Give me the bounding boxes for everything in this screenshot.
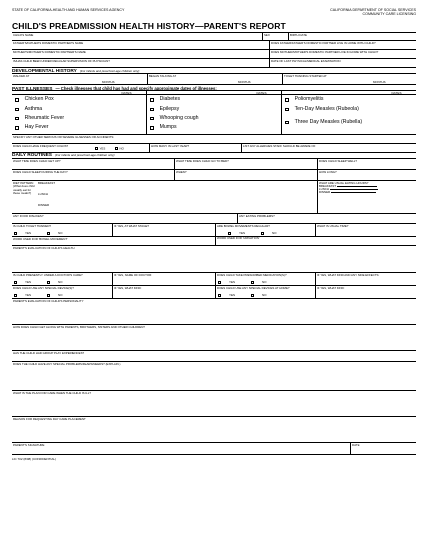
birth-date-field[interactable]: BIRTH DATE <box>288 33 416 40</box>
word-bowel-field[interactable]: WORD USED FOR 'BOWEL MOVEMENT' <box>13 237 68 241</box>
toilet-trained-field[interactable]: IS CHILD TOILET TRAINED? YES NO <box>13 224 63 236</box>
form-number: LIC 702 (8/08) (CONFIDENTIAL) <box>12 456 57 461</box>
usual-time-field[interactable]: WHAT IS USUAL TIME? <box>315 224 416 236</box>
toilet-training-field[interactable]: TOILET TRAINING STARTED AT MONTHS <box>282 74 416 84</box>
illness-poliomyelitis[interactable]: Poliomyelitis <box>285 97 414 104</box>
walked-at-field[interactable]: WALKED AT MONTHS <box>13 74 115 84</box>
word-urination-field[interactable]: WORD USED FOR 'URINATION' <box>215 237 416 245</box>
form-header <box>12 8 416 16</box>
father-name-field[interactable]: FATHER'S/FATHER'S DOMESTIC PARTNER'S NAME <box>13 41 84 45</box>
mother-name-field[interactable]: MOTHER'S/MOTHER'S DOMESTIC PARTNER'S NAME <box>13 50 86 54</box>
illness-column-2: DATES Diabetes Epilepsy Whooping cough Mumps <box>146 91 281 134</box>
parent-signature-field[interactable]: PARENT'S SIGNATURE <box>13 443 45 447</box>
illness-rheumatic-fever[interactable]: Rheumatic Fever <box>15 116 144 123</box>
parent-eval-personality-field[interactable]: PARENT'S EVALUATION OF CHILD'S PERSONALITY <box>13 299 84 303</box>
eating-problems-field[interactable]: ANY EATING PROBLEMS? <box>237 214 416 223</box>
side-effects-field[interactable]: IF YES, WHAT KIND AND ANY SIDE EFFECTS: <box>315 273 416 285</box>
father-lives-field[interactable]: DOES FATHER/FATHER'S DOMESTIC PARTNER LIVE IN HOME WITH CHILD? <box>269 41 416 49</box>
diet-pattern-field[interactable]: DIET PATTERN (What does child usually eat for these meals?) BREAKFAST LUNCH DINNER <box>13 181 56 208</box>
doctor-care-field[interactable]: IS CHILD PRESENTLY UNDER A DOCTOR'S CARE? YES NO <box>13 273 83 285</box>
devices-home-field[interactable]: DOES CHILD USE ANY SPECIAL DEVICES AT HOME? YES NO <box>215 286 315 298</box>
department-name: CALIFORNIA DEPARTMENT OF SOCIAL SERVICES COMMUNITY CARE LICENSING <box>330 8 416 17</box>
illness-checklist <box>12 90 416 134</box>
home-device-kind-field[interactable]: IF YES, WHAT KIND: <box>315 286 416 298</box>
placement-reason-field[interactable]: REASON FOR REQUESTING DAY CARE PLACEMENT <box>13 417 86 421</box>
food-dislikes-field[interactable]: ANY FOOD DISLIKES? <box>13 214 44 218</box>
day-sleep-field[interactable]: DOES CHILD SLEEP DURING THE DAY? <box>13 170 68 174</box>
get-along-field[interactable]: HOW DOES CHILD GET ALONG WITH PARENTS, BROTHERS, SISTERS AND OTHER CHILDREN? <box>13 325 145 329</box>
bed-time-field[interactable]: WHAT TIME DOES CHILD GO TO BED? <box>174 159 317 169</box>
illness-ten-day-measles[interactable]: Ten-Day Measles (Rubeola) <box>285 107 414 118</box>
illness-three-day-measles[interactable]: Three Day Measles (Rubella) <box>285 120 414 131</box>
frequent-colds-field[interactable]: DOES CHILD HAVE FREQUENT COLDS? YES NO <box>13 144 124 151</box>
mother-lives-field[interactable]: DOES MOTHER/MOTHER'S DOMESTIC PARTNER LIVE IN HOME WITH CHILD? <box>269 50 416 58</box>
past-illnesses-heading: PAST ILLNESSES — Check illnesses that child has had and specify approximate dates of illnesses: <box>12 84 416 90</box>
illness-column-1: DATES Chicken Pox Asthma Rheumatic Fever Hay Fever <box>12 91 146 134</box>
colds-count-field[interactable]: HOW MANY IN LAST YEAR? <box>149 144 241 152</box>
illness-whooping-cough[interactable]: Whooping cough <box>150 116 279 123</box>
get-up-time-field[interactable]: WHAT TIME DOES CHILD GET UP? <box>13 159 61 163</box>
plan-when-ill-field[interactable]: WHAT IS THE PLAN FOR CARE WHEN THE CHILD IS ILL? <box>13 391 92 395</box>
special-devices-field[interactable]: DOES CHILD USE ANY SPECIAL DEVICE(S)? YES NO <box>13 286 74 298</box>
sex-field[interactable]: SEX <box>262 33 288 40</box>
medication-field[interactable]: DOES CHILD TAKE PRESCRIBED MEDICATION(S)? YES NO <box>215 273 315 285</box>
illness-chicken-pox[interactable]: Chicken Pox <box>15 97 144 104</box>
illness-hay-fever[interactable]: Hay Fever <box>15 125 144 132</box>
illness-epilepsy[interactable]: Epilepsy <box>150 107 279 114</box>
began-talking-field[interactable]: BEGAN TALKING AT MONTHS <box>147 74 282 84</box>
group-play-field[interactable]: HAS THE CHILD HAD GROUP PLAY EXPERIENCES? <box>13 351 85 355</box>
physician-field[interactable]: IS/HAS CHILD BEEN UNDER REGULAR SUPERVISION OF PHYSICIAN? <box>13 59 110 63</box>
child-name-field[interactable]: CHILD'S NAME <box>13 33 34 37</box>
bowel-regular-field[interactable]: ARE BOWEL MOVEMENTS REGULAR? YES NO <box>215 224 315 236</box>
toilet-stage-field[interactable]: IF YES, AT WHAT STAGE? <box>112 224 215 236</box>
agency-name: STATE OF CALIFORNIA-HEALTH AND HUMAN SERVICES AGENCY <box>12 8 125 12</box>
sleep-well-field[interactable]: DOES CHILD SLEEP WELL? <box>317 159 416 169</box>
eating-hours-field[interactable]: WHAT ARE USUAL EATING HOURS? BREAKFAST LUNCH DINNER <box>317 181 416 213</box>
developmental-history-heading: DEVELOPMENTAL HISTORY (For infants and preschool-age children only) <box>12 67 416 73</box>
day-sleep-when-field[interactable]: WHEN? <box>174 170 317 180</box>
illness-asthma[interactable]: Asthma <box>15 107 144 114</box>
illness-mumps[interactable]: Mumps <box>150 125 279 132</box>
form-page <box>12 8 416 548</box>
serious-illnesses-field[interactable]: SPECIFY ANY OTHER SERIOUS OR SEVERE ILLNESSES OR ACCIDENTS: <box>13 135 115 139</box>
doctor-name-field[interactable]: IF YES, NAME OF DOCTOR: <box>112 273 215 285</box>
special-problems-field[interactable]: DOES THE CHILD HAVE ANY SPECIAL PROBLEMS/FEARS/NEEDS? (EXPLAIN.) <box>13 362 121 366</box>
daily-routines-heading: DAILY ROUTINES (For infants and preschool-age children only) <box>12 152 416 158</box>
form-title: CHILD'S PREADMISSION HEALTH HISTORY—PARENT'S REPORT <box>12 21 286 32</box>
illness-column-3: DATES Poliomyelitis Ten-Day Measles (Rubeola) Three Day Measles (Rubella) <box>281 91 416 134</box>
allergies-field[interactable]: LIST ANY ALLERGIES STAFF SHOULD BE AWARE OF <box>241 144 416 152</box>
signature-date-field[interactable]: DATE <box>350 443 416 454</box>
day-sleep-duration-field[interactable]: HOW LONG? <box>317 170 416 180</box>
illness-diabetes[interactable]: Diabetes <box>150 97 279 104</box>
last-exam-field[interactable]: DATE OF LAST PHYSICAL/MEDICAL EXAMINATION <box>269 59 416 67</box>
parent-eval-health-field[interactable]: PARENT'S EVALUATION OF CHILD'S HEALTH <box>13 246 75 250</box>
device-kind-field[interactable]: IF YES, WHAT KIND: <box>112 286 215 298</box>
